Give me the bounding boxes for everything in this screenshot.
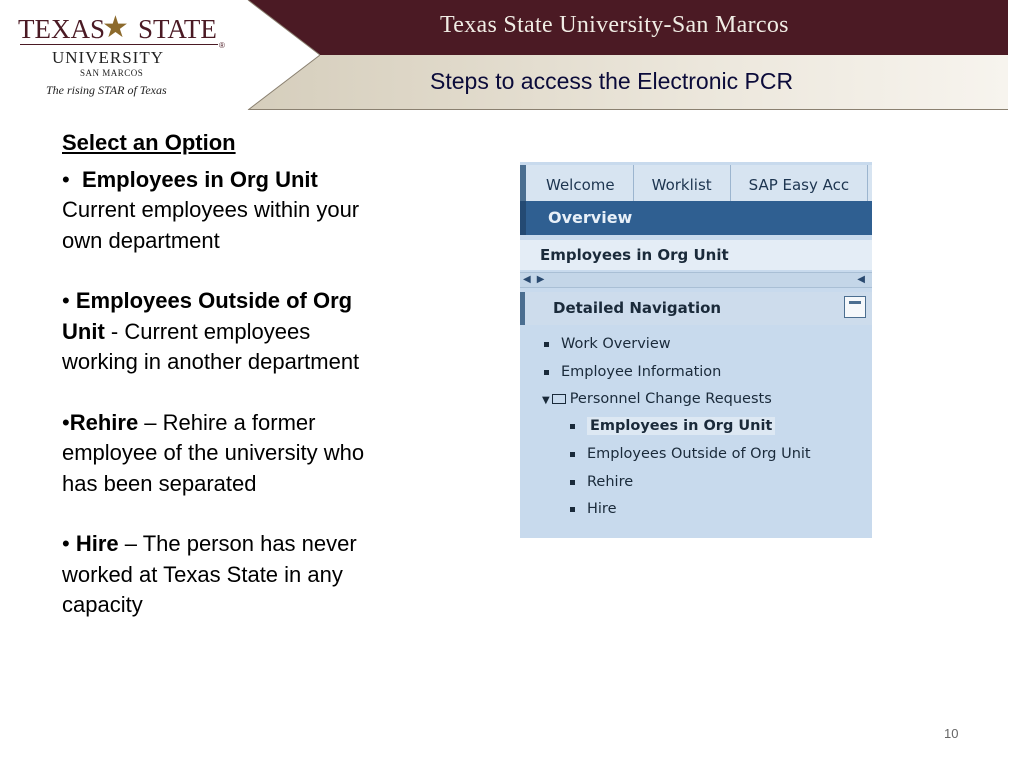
option-title: Hire: [75, 531, 119, 556]
scroll-end-icon[interactable]: ◀: [857, 274, 865, 285]
university-name: Texas State University-San Marcos: [440, 12, 789, 38]
slide-title: Steps to access the Electronic PCR: [430, 68, 794, 94]
navigation-tree: [520, 328, 872, 538]
tab-welcome[interactable]: Welcome: [520, 165, 634, 201]
option-title: Employees in Org Unit: [81, 166, 318, 192]
bullet: •: [62, 531, 70, 556]
option-separator: -: [104, 318, 125, 344]
option-desc: Current employees working in another department: [62, 318, 360, 374]
page-number: 10: [944, 726, 959, 741]
nav-rehire[interactable]: Rehire: [570, 474, 633, 490]
options-heading: Select an Option: [62, 130, 236, 155]
option-separator: –: [138, 409, 163, 435]
option-desc: Current employees within your own department: [62, 197, 360, 253]
option-desc: Rehire a former employee of the university who has been separated: [62, 409, 365, 496]
star-icon: ★: [102, 11, 129, 44]
nav-personnel-change-requests[interactable]: ▼ Personnel Change Requests: [542, 391, 772, 407]
logo-university-text: UNIVERSITY: [52, 48, 164, 67]
logo-tagline: The rising STAR of Texas: [46, 83, 167, 97]
nav-employees-outside-org-unit[interactable]: Employees Outside of Org Unit: [570, 446, 811, 462]
scroll-left-icon[interactable]: ◀: [523, 274, 531, 285]
scroll-right-icon[interactable]: ▶: [536, 274, 545, 285]
tab-worklist[interactable]: Worklist: [634, 165, 731, 201]
history-scrollbar[interactable]: [520, 272, 872, 288]
option-title: Rehire: [69, 409, 139, 435]
sap-portal-screenshot: [520, 162, 872, 538]
breadcrumb: Employees in Org Unit: [520, 240, 872, 270]
options-text: [62, 128, 392, 651]
option-rehire: [62, 408, 392, 500]
nav-employees-in-org-unit[interactable]: Employees in Org Unit: [570, 418, 775, 434]
tab-overview[interactable]: Overview: [520, 201, 872, 235]
logo-state-text: STATE: [138, 14, 217, 44]
bullet-icon: [570, 507, 575, 512]
nav-employee-information[interactable]: Employee Information: [544, 364, 721, 380]
portal-tab-bar: [520, 165, 872, 201]
option-separator: –: [118, 531, 143, 556]
option-employees-outside-org-unit: [62, 286, 392, 378]
folder-icon: [552, 394, 566, 404]
logo-divider: [20, 44, 218, 45]
expand-arrow-icon[interactable]: ▼: [542, 395, 550, 406]
nav-work-overview[interactable]: Work Overview: [544, 336, 671, 352]
bullet: •: [62, 166, 70, 192]
option-title: Employees Outside of Org Unit: [62, 288, 353, 344]
bullet-icon: [570, 480, 575, 485]
detailed-navigation-label: Detailed Navigation: [553, 299, 722, 317]
nav-hire[interactable]: Hire: [570, 501, 617, 517]
bullet: •: [62, 409, 70, 435]
bullet-icon: [544, 370, 549, 375]
option-desc: The person has never worked at Texas State in any capacity: [62, 531, 357, 617]
logo-san-marcos-text: SAN MARCOS: [80, 68, 144, 78]
bullet-icon: [570, 452, 575, 457]
bullet-icon: [570, 424, 575, 429]
option-employees-in-org-unit: [62, 165, 392, 257]
collapse-icon[interactable]: [844, 296, 866, 318]
tab-sap-easy-access[interactable]: SAP Easy Acc: [731, 165, 869, 201]
registered-mark: ®: [219, 41, 225, 50]
slide-header: [0, 0, 1008, 110]
detailed-navigation-header: [520, 292, 872, 325]
option-hire: [62, 529, 392, 621]
logo-texas-text: TEXAS: [18, 14, 105, 44]
bullet: •: [62, 288, 70, 313]
bullet-icon: [544, 342, 549, 347]
